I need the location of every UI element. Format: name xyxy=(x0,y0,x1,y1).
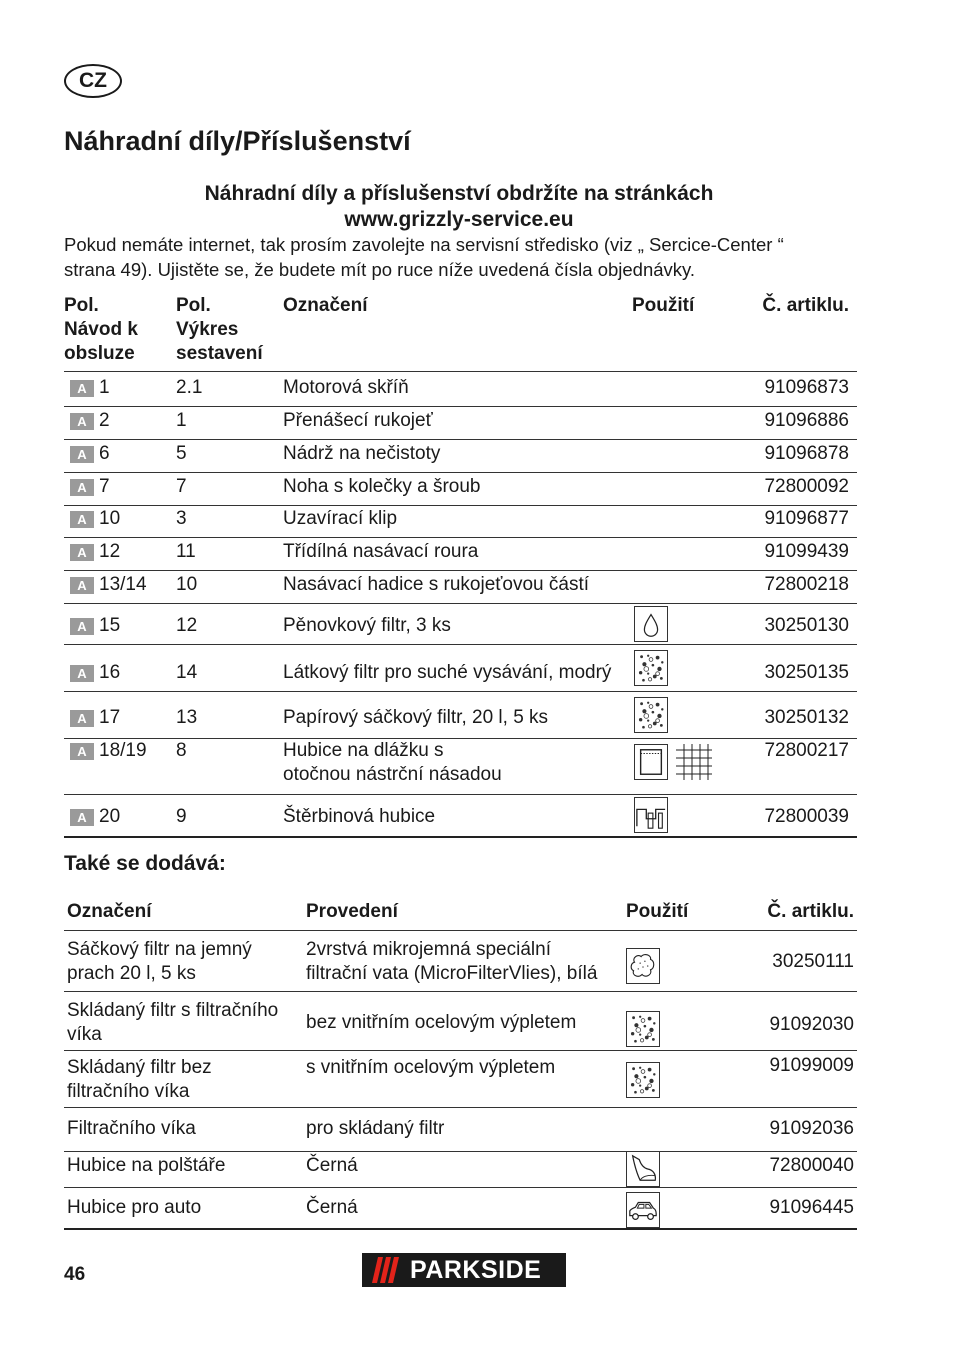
accessory-designation: Skládaný filtr s filtračního víka xyxy=(67,1000,279,1045)
parts-row xyxy=(64,371,857,407)
pos-drawing: 8 xyxy=(176,740,187,761)
header-pos-manual: Pol. Návod k obsluze xyxy=(64,295,138,364)
header-designation: Označení xyxy=(283,295,368,316)
accessory-designation: Skládaný filtr bez filtračního víka xyxy=(67,1057,212,1102)
parts-row xyxy=(64,691,857,739)
article-number: 91099439 xyxy=(764,541,849,562)
accessory-variant: 2vrstvá mikrojemná speciální filtrační vata (MicroFilterVlies), bílá xyxy=(306,939,598,984)
pos-manual: 13/14 xyxy=(99,574,147,595)
accessory-row xyxy=(64,1151,857,1188)
pos-manual: 7 xyxy=(99,476,110,497)
accessory-row xyxy=(64,1107,857,1152)
accessory-designation: Sáčkový filtr na jemný prach 20 l, 5 ks xyxy=(67,939,252,984)
pos-manual: 16 xyxy=(99,662,121,683)
pos-manual: 12 xyxy=(99,541,121,562)
accessory-row xyxy=(64,1050,857,1108)
pos-drawing: 3 xyxy=(176,508,187,529)
parts-row xyxy=(64,738,857,795)
article-number: 72800040 xyxy=(769,1155,854,1176)
page-title: Náhradní díly/Příslušenství xyxy=(64,126,411,156)
pos-drawing: 13 xyxy=(176,707,198,728)
pos-drawing: 12 xyxy=(176,615,198,636)
accessory-designation: Filtračního víka xyxy=(67,1118,196,1139)
article-number: 30250130 xyxy=(764,615,849,636)
pos-drawing: 5 xyxy=(176,443,187,464)
service-website-link[interactable]: www.grizzly-service.eu xyxy=(344,208,574,231)
section-badge: A xyxy=(70,544,94,561)
pos-manual: 15 xyxy=(99,615,121,636)
accessory-variant: bez vnitřním ocelovým výpletem xyxy=(306,1012,577,1033)
accessory-variant: pro skládaný filtr xyxy=(306,1118,445,1139)
section-badge: A xyxy=(70,665,94,682)
also-available-heading: Také se dodává: xyxy=(64,852,226,875)
parts-row xyxy=(64,406,857,440)
accessory-designation: Hubice na polštáře xyxy=(67,1155,226,1176)
pos-drawing: 10 xyxy=(176,574,198,595)
article-number: 91096445 xyxy=(769,1197,854,1218)
part-designation: Motorová skříň xyxy=(283,377,409,398)
section-badge: A xyxy=(70,743,94,760)
accessory-row xyxy=(64,1187,857,1230)
crevice-icon xyxy=(634,797,668,833)
parts-table-header xyxy=(64,294,857,372)
accessory-designation: Hubice pro auto xyxy=(67,1197,202,1218)
section-badge: A xyxy=(70,577,94,594)
parts-row xyxy=(64,439,857,473)
part-designation: Papírový sáčkový filtr, 20 l, 5 ks xyxy=(283,707,549,728)
tile-floor-icon xyxy=(676,744,712,780)
intro-line-1: Pokud nemáte internet, tak prosím zavolejte na servisní středisko (viz „ Sercice-Center “ xyxy=(64,234,784,255)
pos-manual: 20 xyxy=(99,806,121,827)
article-number: 91096873 xyxy=(764,377,849,398)
header-usage: Použití xyxy=(632,295,695,316)
article-number: 72800039 xyxy=(764,806,849,827)
part-designation: Nasávací hadice s rukojeťovou částí xyxy=(283,574,590,595)
article-number: 91099009 xyxy=(769,1055,854,1076)
part-designation: Noha s kolečky a šroub xyxy=(283,476,481,497)
intro-text xyxy=(64,232,854,282)
accessory-row xyxy=(64,991,857,1051)
section-badge: A xyxy=(70,479,94,496)
pos-drawing: 14 xyxy=(176,662,198,683)
car-icon xyxy=(626,1192,660,1228)
accessory-row xyxy=(64,930,857,992)
pos-drawing: 1 xyxy=(176,410,187,431)
intro-line-2: strana 49). Ujistěte se, že budete mít po ruce níže uvedená čísla objednávky. xyxy=(64,259,696,280)
water-drop-icon xyxy=(634,606,668,642)
part-designation: Látkový filtr pro suché vysávání, modrý xyxy=(283,662,612,683)
parts-row xyxy=(64,472,857,506)
header-pos-drawing: Pol. Výkres sestavení xyxy=(176,295,263,364)
article-number: 91096878 xyxy=(764,443,849,464)
parts-row xyxy=(64,644,857,692)
section-badge: A xyxy=(70,380,94,397)
acc-header-variant: Provedení xyxy=(306,901,398,922)
parts-row xyxy=(64,537,857,571)
fine-dust-icon xyxy=(626,948,660,984)
pos-drawing: 7 xyxy=(176,476,187,497)
parts-row xyxy=(64,603,857,645)
article-number: 30250132 xyxy=(764,707,849,728)
part-designation: Štěrbinová hubice xyxy=(283,806,436,827)
parts-row xyxy=(64,505,857,538)
pos-manual: 6 xyxy=(99,443,110,464)
parkside-logo xyxy=(362,1253,566,1287)
article-number: 91096886 xyxy=(764,410,849,431)
cushion-icon xyxy=(626,1151,660,1187)
accessories-table-header xyxy=(64,900,857,931)
section-badge: A xyxy=(70,413,94,430)
article-number: 72800092 xyxy=(764,476,849,497)
pos-manual: 10 xyxy=(99,508,121,529)
language-badge: CZ xyxy=(64,64,122,98)
pos-manual: 1 xyxy=(99,377,110,398)
article-number: 30250135 xyxy=(764,662,849,683)
page-number: 46 xyxy=(64,1264,86,1285)
logo-stripes-icon xyxy=(366,1257,400,1283)
accessory-variant: Černá xyxy=(306,1197,358,1218)
article-number: 72800218 xyxy=(764,574,849,595)
pos-manual: 17 xyxy=(99,707,121,728)
article-number: 91092036 xyxy=(769,1118,854,1139)
article-number: 91092030 xyxy=(769,1014,854,1035)
article-number: 30250111 xyxy=(772,951,854,972)
part-designation: Přenášecí rukojeť xyxy=(283,410,433,431)
part-designation: Třídílná nasávací roura xyxy=(283,541,479,562)
section-badge: A xyxy=(70,446,94,463)
pos-manual: 18/19 xyxy=(99,740,147,761)
part-designation: Hubice na dlážku s otočnou nástrční násadou xyxy=(283,740,502,785)
article-number: 72800217 xyxy=(764,740,849,761)
acc-header-usage: Použití xyxy=(626,901,689,922)
section-badge: A xyxy=(70,618,94,635)
section-badge: A xyxy=(70,710,94,727)
accessory-variant: s vnitřním ocelovým výpletem xyxy=(306,1057,556,1078)
hard-floor-icon xyxy=(634,744,668,780)
header-article: Č. artiklu. xyxy=(762,295,849,316)
brand-name: PARKSIDE xyxy=(410,1256,542,1284)
parts-row xyxy=(64,794,857,838)
article-number: 91096877 xyxy=(764,508,849,529)
pos-drawing: 11 xyxy=(176,541,196,562)
pos-drawing: 2.1 xyxy=(176,377,203,398)
dry-debris-icon xyxy=(634,650,668,686)
section-badge: A xyxy=(70,511,94,528)
subtitle-line-1: Náhradní díly a příslušenství obdržíte na stránkách xyxy=(204,182,714,205)
part-designation: Pěnovkový filtr, 3 ks xyxy=(283,615,451,636)
dry-debris-icon xyxy=(626,1062,660,1098)
acc-header-article: Č. artiklu. xyxy=(767,901,854,922)
dry-debris-icon xyxy=(626,1011,660,1047)
part-designation: Uzavírací klip xyxy=(283,508,398,529)
section-badge: A xyxy=(70,809,94,826)
pos-manual: 2 xyxy=(99,410,110,431)
accessory-variant: Černá xyxy=(306,1155,358,1176)
part-designation: Nádrž na nečistoty xyxy=(283,443,441,464)
acc-header-designation: Označení xyxy=(67,901,152,922)
parts-row xyxy=(64,570,857,604)
pos-drawing: 9 xyxy=(176,806,187,827)
dry-debris-icon xyxy=(634,697,668,733)
